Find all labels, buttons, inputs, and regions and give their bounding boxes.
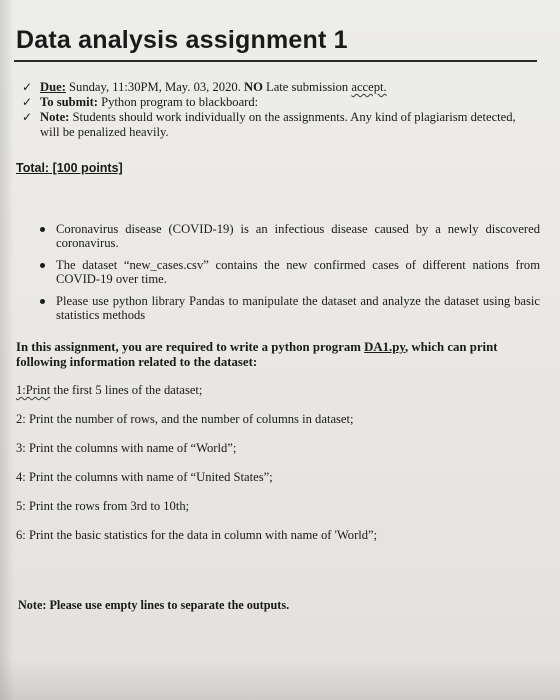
requirements-checklist: [22, 80, 532, 140]
task-list: [16, 383, 541, 557]
bullet-item: [40, 258, 540, 286]
bullet-item: [40, 222, 540, 250]
submit-text: Python program to blackboard:: [97, 95, 259, 109]
task-item: [16, 412, 541, 441]
task-text: Print the number of rows, and the number of columns in dataset;: [25, 412, 354, 426]
output-note: Note: Please use empty lines to separate the outputs.: [18, 598, 290, 612]
task-item: [16, 470, 541, 499]
submit-item: [22, 95, 532, 110]
check-mark-icon: ✓: [22, 110, 33, 124]
task-text: Print the rows from 3rd to 10th;: [25, 499, 190, 513]
task-item: [16, 499, 541, 528]
task-prefix: 1:Print: [16, 383, 51, 397]
due-tail: Late submission: [262, 80, 352, 94]
program-filename: DA1.py: [364, 340, 406, 354]
bullet-text: Please use python library Pandas to manipulate the dataset and analyze the dataset using basic statistics methods: [56, 294, 540, 322]
task-item: [16, 383, 541, 412]
due-item: [22, 80, 532, 95]
note-text: Students should work individually on the assignments. Any kind of plagiarism detected, will be penalized heavily.: [40, 110, 516, 139]
note-label: Note:: [40, 110, 70, 124]
bullet-text: Coronavirus disease (COVID-19) is an infectious disease caused by a newly discovered coronavirus.: [56, 222, 540, 250]
task-item: [16, 441, 541, 470]
assignment-intro: [16, 340, 541, 370]
bullet-item: [40, 294, 540, 322]
submit-label: To submit:: [40, 95, 98, 109]
title-underline: [14, 60, 537, 62]
check-mark-icon: ✓: [22, 95, 33, 109]
task-text: Print the columns with name of “United States”;: [25, 470, 273, 484]
task-item: [16, 528, 541, 557]
task-text: Print the columns with name of “World”;: [25, 441, 237, 455]
task-prefix: 2:: [16, 412, 26, 426]
task-prefix: 5:: [16, 499, 26, 513]
bullet-text: The dataset “new_cases.csv” contains the new confirmed cases of different nations from COVID-19 over time.: [56, 258, 540, 286]
note-item: [22, 110, 532, 140]
task-text: the first 5 lines of the dataset;: [50, 383, 203, 397]
total-points: Total: [100 points]: [16, 161, 123, 175]
page-shadow-left: [0, 0, 14, 700]
due-misspelled-word: accept.: [351, 80, 387, 94]
due-text: Sunday, 11:30PM, May. 03, 2020.: [65, 80, 244, 94]
background-bullets: [40, 222, 540, 330]
intro-after: , which can print following information related to the dataset:: [16, 340, 498, 369]
due-emphasis: NO: [243, 80, 263, 94]
bullet-dot-icon: [40, 227, 45, 232]
task-prefix: 6:: [16, 528, 26, 542]
task-prefix: 4:: [16, 470, 26, 484]
task-text: Print the basic statistics for the data in column with name of 'World”;: [25, 528, 378, 542]
page-shadow-bottom: [0, 660, 560, 700]
bullet-dot-icon: [40, 299, 45, 304]
due-label: Due:: [40, 80, 66, 94]
intro-before: In this assignment, you are required to write a python program: [16, 340, 365, 354]
check-mark-icon: ✓: [22, 80, 33, 94]
task-prefix: 3:: [16, 441, 26, 455]
assignment-title: Data analysis assignment 1: [16, 26, 348, 54]
bullet-dot-icon: [40, 263, 45, 268]
